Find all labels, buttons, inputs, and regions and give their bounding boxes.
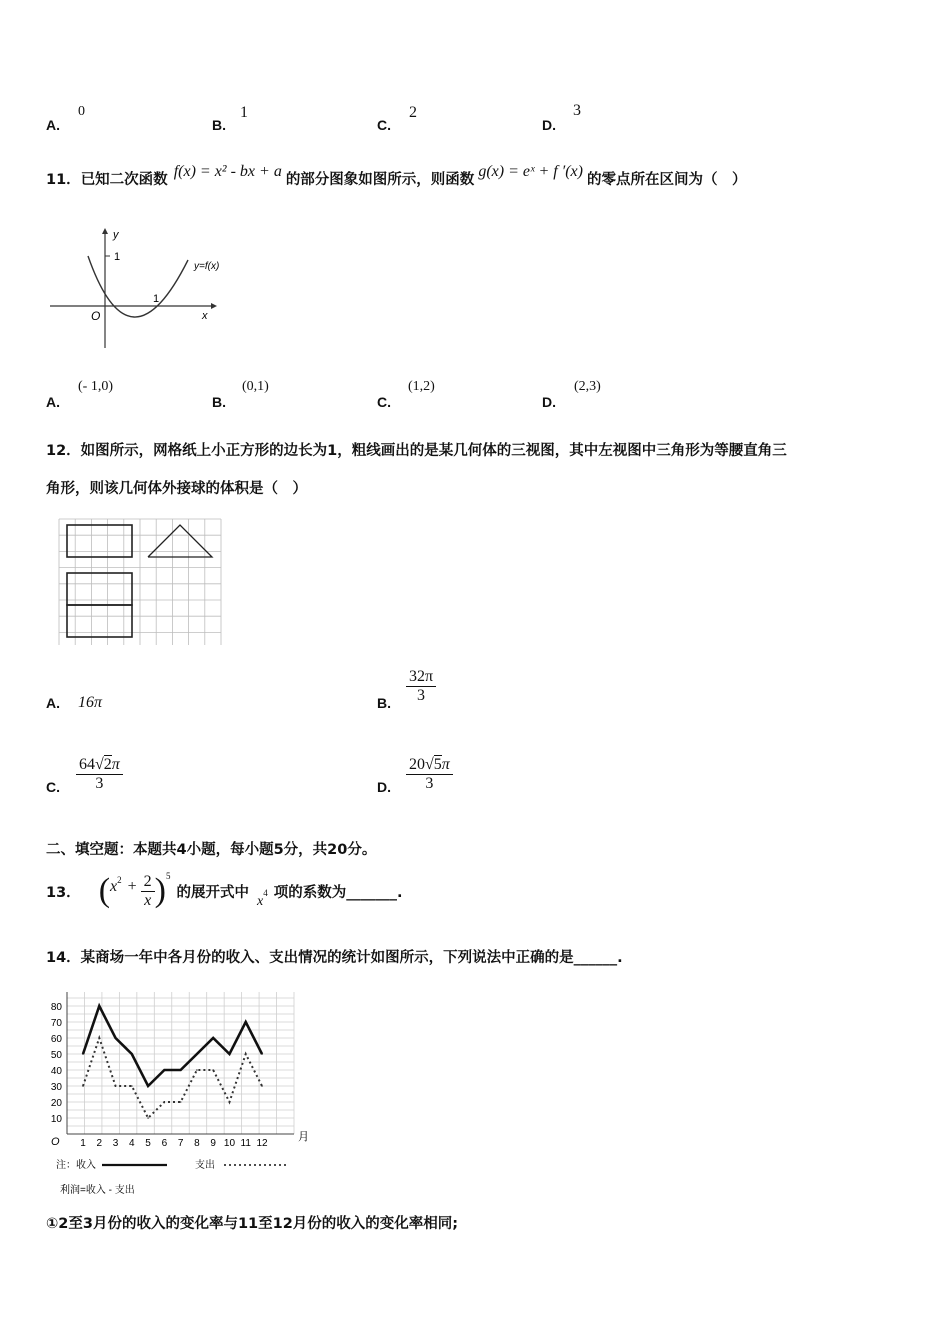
income-point bbox=[164, 1069, 166, 1071]
q12-three-view-grid bbox=[56, 517, 222, 645]
expense-point bbox=[115, 1085, 117, 1087]
q11-option-c-value: (1,2) bbox=[408, 379, 435, 394]
chart-grid bbox=[67, 992, 294, 1134]
q10-option-d-label: D. bbox=[542, 117, 556, 133]
q12-option-b-numerator: 32π bbox=[406, 668, 436, 687]
expense-point bbox=[98, 1037, 100, 1039]
q13-frac-num: 2 bbox=[141, 873, 155, 892]
q11-stem bbox=[46, 162, 747, 189]
q13-text-b: 项的系数为_______. bbox=[273, 884, 403, 901]
side-view-triangle bbox=[148, 525, 212, 557]
expense-point bbox=[261, 1085, 263, 1087]
q12-option-b-fraction bbox=[406, 668, 436, 705]
y-tick-label: 20 bbox=[50, 1098, 62, 1109]
q13-term: x bbox=[256, 894, 264, 909]
q12-option-d-fraction bbox=[406, 756, 453, 793]
front-view-rect bbox=[67, 525, 132, 557]
legend-note: 注：收入 bbox=[56, 1160, 96, 1171]
q13-x: x bbox=[110, 878, 118, 895]
income-point bbox=[212, 1037, 214, 1039]
x-tick-label: 11 bbox=[240, 1138, 251, 1149]
q10-option-d-value: 3 bbox=[573, 102, 581, 119]
q10-option-c-value: 2 bbox=[409, 104, 417, 121]
q11-parabola-graph bbox=[48, 226, 248, 352]
y-tick-label: 60 bbox=[50, 1034, 62, 1045]
y-tick-label: 30 bbox=[50, 1082, 62, 1093]
income-point bbox=[147, 1085, 149, 1087]
q13-left-paren: ( bbox=[98, 872, 111, 909]
q11-option-c-label: C. bbox=[377, 394, 391, 410]
q13-number: 13． bbox=[46, 884, 81, 901]
q11-option-b-label: B. bbox=[212, 394, 226, 410]
x-tick-label: 5 bbox=[145, 1138, 151, 1149]
expense-point bbox=[180, 1101, 182, 1103]
q10-option-c-label: C. bbox=[377, 117, 391, 133]
q11-option-a-label: A. bbox=[46, 394, 60, 410]
q12-option-c-denominator: 3 bbox=[95, 775, 104, 792]
q11-option-b-value: (0,1) bbox=[242, 379, 269, 394]
expense-point bbox=[164, 1101, 166, 1103]
q13-term-exp: 4 bbox=[263, 888, 268, 898]
q13-plus: + bbox=[127, 878, 137, 895]
q12-option-d-coef: 20 bbox=[409, 756, 425, 773]
curve-label: y=f(x) bbox=[194, 261, 220, 272]
q13-outer-exp: 5 bbox=[165, 871, 171, 881]
y-tick-label: 80 bbox=[50, 1002, 62, 1013]
q14-stem: 14．某商场一年中各月份的收入、支出情况的统计如图所示，下列说法中正确的是______. bbox=[46, 950, 623, 966]
x-tick-label: 6 bbox=[161, 1138, 168, 1149]
q12-option-d-numerator: 20√5π bbox=[406, 756, 453, 775]
income-point bbox=[98, 1005, 100, 1007]
q11-text-c: 的零点所在区间为（ ） bbox=[586, 172, 747, 188]
income-point bbox=[261, 1053, 263, 1055]
q11-option-d-label: D. bbox=[542, 394, 556, 410]
x-axis-label: x bbox=[202, 310, 208, 322]
expense-point bbox=[147, 1117, 149, 1119]
q12-option-c-pi: π bbox=[111, 756, 120, 773]
q11-option-d-value: (2,3) bbox=[574, 379, 601, 394]
x-axis-arrow-icon bbox=[211, 303, 217, 309]
x-tick-label: 1 bbox=[153, 293, 160, 305]
q12-line1: 12．如图所示，网格纸上小正方形的边长为1，粗线画出的是某几何体的三视图，其中左视图中三角形为等腰直角三 bbox=[46, 443, 787, 459]
q12-option-a-value: 16π bbox=[78, 694, 103, 711]
q11-func-f: f(x) = x² - bx + a bbox=[173, 162, 282, 180]
q11-number: 11． bbox=[46, 172, 81, 188]
y-axis-arrow-icon bbox=[102, 228, 108, 234]
income-point bbox=[115, 1037, 117, 1039]
expense-point bbox=[196, 1069, 198, 1071]
q14-income-expense-chart bbox=[40, 982, 330, 1200]
section2-heading: 二、填空题：本题共4小题，每小题5分，共20分。 bbox=[46, 842, 377, 858]
y-tick-label: 10 bbox=[50, 1114, 62, 1125]
chart-xlabel: 月 bbox=[298, 1131, 309, 1143]
x-tick-label: 8 bbox=[194, 1138, 200, 1149]
x-tick-label: 9 bbox=[210, 1138, 216, 1149]
x-tick-label: 12 bbox=[256, 1138, 268, 1149]
q11-option-a-value: (- 1,0) bbox=[78, 379, 113, 394]
y-tick-label: 70 bbox=[50, 1018, 62, 1029]
q10-option-a-value: 0 bbox=[78, 104, 85, 119]
chart-origin-label: O bbox=[51, 1136, 60, 1148]
y-tick-labels bbox=[51, 1002, 63, 1125]
q13-x-exp: 2 bbox=[117, 875, 122, 885]
y-tick-label: 50 bbox=[50, 1050, 62, 1061]
expense-point bbox=[229, 1101, 231, 1103]
q11-func-g: g(x) = eˣ + f ′(x) bbox=[478, 162, 583, 180]
q12-option-b-denominator: 3 bbox=[417, 687, 426, 704]
y-axis-label: y bbox=[113, 229, 119, 241]
income-point bbox=[245, 1021, 247, 1023]
q12-option-d-radicand: 5 bbox=[433, 756, 442, 773]
expense-point bbox=[131, 1085, 133, 1087]
q12-option-c-numerator: 64√2π bbox=[76, 756, 123, 775]
q13-right-paren: ) bbox=[154, 872, 166, 909]
q12-option-c-radicand: 2 bbox=[103, 756, 112, 773]
x-tick-label: 2 bbox=[96, 1138, 103, 1149]
q10-option-a-label: A. bbox=[46, 117, 60, 133]
q12-option-d-denominator: 3 bbox=[425, 775, 434, 792]
income-point bbox=[82, 1053, 84, 1055]
expense-point bbox=[212, 1069, 214, 1071]
x-tick-labels bbox=[80, 1138, 268, 1149]
q13-frac-den: x bbox=[144, 891, 152, 909]
q11-text-a: 已知二次函数 bbox=[80, 172, 168, 188]
x-tick-label: 3 bbox=[112, 1138, 119, 1149]
q12-option-c-label: C. bbox=[46, 779, 60, 795]
y-tick-label: 1 bbox=[114, 251, 121, 263]
q10-option-b-value: 1 bbox=[240, 104, 248, 121]
chart-footnote: 利润=收入 - 支出 bbox=[60, 1185, 135, 1196]
expense-point bbox=[245, 1053, 247, 1055]
q12-line2: 角形，则该几何体外接球的体积是（ ） bbox=[46, 481, 307, 497]
parabola-curve bbox=[88, 256, 188, 317]
q14-statement-1: ①2至3月份的收入的变化率与11至12月份的收入的变化率相同; bbox=[46, 1216, 459, 1232]
expense-point bbox=[82, 1085, 84, 1087]
q13-stem bbox=[46, 866, 402, 916]
q13-fraction bbox=[141, 873, 155, 910]
y-tick-label: 40 bbox=[50, 1066, 62, 1077]
x-tick-label: 7 bbox=[177, 1138, 184, 1149]
x-tick-label: 10 bbox=[223, 1138, 236, 1149]
income-point bbox=[196, 1053, 198, 1055]
q12-option-d-label: D. bbox=[377, 779, 391, 795]
grid-lines bbox=[59, 519, 221, 645]
income-point bbox=[180, 1069, 182, 1071]
q12-option-b-label: B. bbox=[377, 695, 391, 711]
income-point bbox=[131, 1053, 133, 1055]
q12-option-c-coef: 64 bbox=[79, 756, 95, 773]
q12-option-a-label: A. bbox=[46, 695, 60, 711]
q11-text-b: 的部分图象如图所示，则函数 bbox=[285, 172, 475, 188]
x-tick-label: 1 bbox=[80, 1138, 86, 1149]
income-point bbox=[229, 1053, 231, 1055]
legend-expense-label: 支出 bbox=[195, 1160, 215, 1171]
q10-option-b-label: B. bbox=[212, 117, 226, 133]
origin-label: O bbox=[91, 309, 101, 323]
q12-option-c-fraction bbox=[76, 756, 123, 793]
q13-text-a: 的展开式中 bbox=[176, 884, 249, 901]
q12-option-d-pi: π bbox=[441, 756, 450, 773]
x-tick-label: 4 bbox=[129, 1138, 135, 1149]
